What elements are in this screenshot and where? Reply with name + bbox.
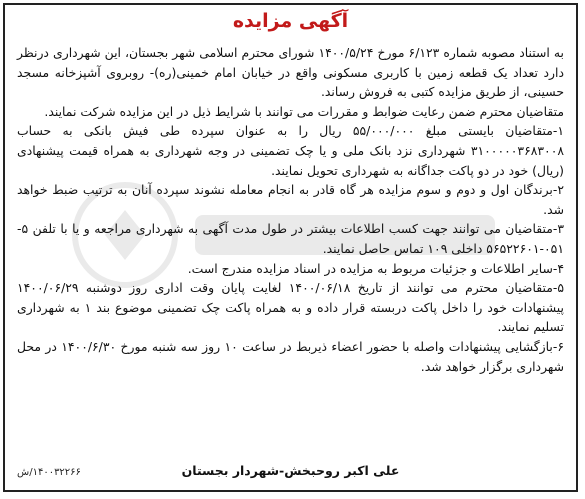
clause-4: ۴-سایر اطلاعات و جزئیات مربوط به مزایده در اسناد مزایده مندرج است. — [187, 260, 564, 276]
reference-number: ۱۴۰۰۳۲۲۶۶/ش — [17, 467, 81, 478]
clause-6: ۶-بازگشایی پیشنهادات واصله با حضور اعضاء ذیربط در ساعت ۱۰ روز سه شنبه مورخ ۱۴۰۰/۶/۳۰ در محل شهرداری برگزار خواهد شد. — [17, 338, 564, 374]
intro-paragraph: به استناد مصوبه شماره ۶/۱۲۳ مورخ ۱۴۰۰/۵/۲۴ شورای محترم اسلامی شهر بجستان، این شهرداری درنظر دارد تعداد یک قطعه زمین با کاربری مسکونی واقع در خیابان امام خمینی(ره)- روبروی آشپزخانه مسجد حسینی، از طریق مزایده کتبی به فروش رساند. — [17, 45, 564, 100]
clause-3: ۳-متقاضیان می توانند جهت کسب اطلاعات بیشتر در طول مدت آگهی به شهرداری مراجعه و یا با تلفن ۵- ۰۵۱-۵۶۵۲۲۶۰۱ داخلی ۱۰۹ تماس حاصل نمایند. — [17, 221, 564, 256]
notice-frame — [3, 3, 578, 492]
clause-2: ۲-برندگان اول و دوم و سوم مزایده هر گاه قادر به انجام معامله نشوند سپرده آنان به ترتیب ضبط خواهد شد. — [17, 182, 564, 217]
conditions-intro: متقاضیان محترم ضمن رعایت ضوابط و مقررات می توانند با شرایط ذیل در این مزایده شرکت نمایند. — [44, 103, 564, 119]
clause-5: ۵-متقاضیان محترم می توانند از تاریخ ۱۴۰۰/۰۶/۱۸ لغایت پایان وقت اداری روز دوشنبه ۱۴۰۰/۰۶/۲۹ پیشنهادات خود را داخل پاکت دربسته قرار داده و به همراه پاکت چک تضمینی موضوع بند ۱ به شهرداری تسلیم نمایند. — [17, 280, 565, 335]
signature: علی اکبر روحبخش-شهردار بجستان — [181, 463, 400, 478]
notice-title: آگهی مزایده — [232, 10, 349, 32]
clause-1: ۱-متقاضیان بایستی مبلغ ۵۵/۰۰۰/۰۰۰ ریال را به عنوان سپرده طی فیش بانکی به حساب ۳۱۰۰۰۰۰۳۶۸۳۰۰۸ شهرداری نزد بانک ملی و یا چک تضمینی در وجه شهرداری به همراه قیمت پیشنهادی (ریال) خود در دو پاکت جداگانه به شهرداری تحویل نمایند. — [17, 123, 564, 178]
notice-body — [17, 43, 564, 376]
